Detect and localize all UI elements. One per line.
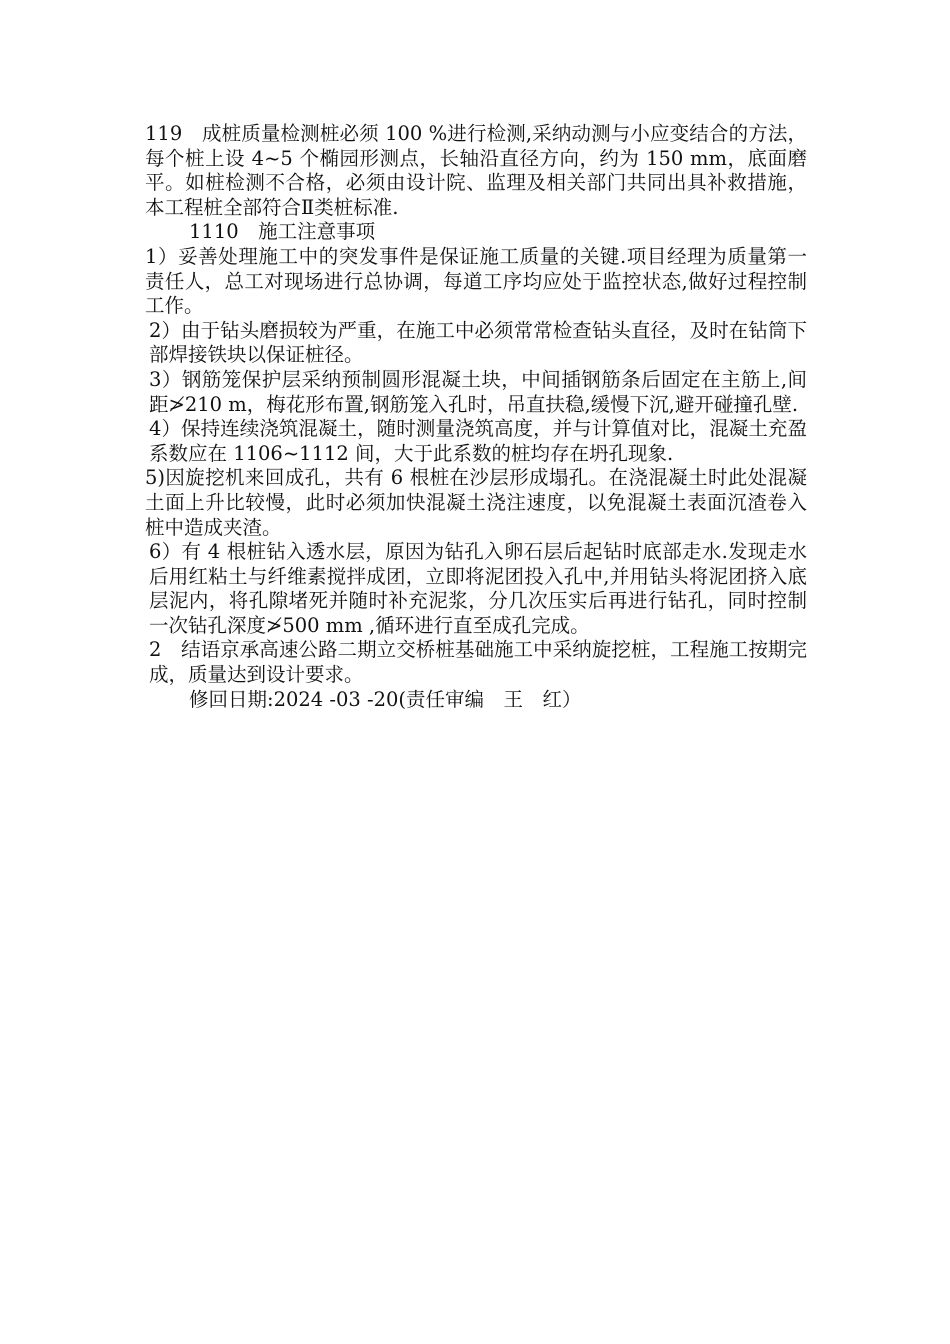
paragraph-note-1: 1）妥善处理施工中的突发事件是保证施工质量的关键.项目经理为质量第一责任人，总工对现场进行总协调，每道工序均应处于监控状态,做好过程控制工作。	[145, 244, 807, 318]
paragraph-note-5: 5)因旋挖机来回成孔，共有 6 根桩在沙层形成塌孔。在浇混凝土时此处混凝土面上升比较慢，此时必须加快混凝土浇注速度，以免混凝土表面沉渣卷入桩中造成夹渣。	[145, 466, 807, 539]
paragraph-conclusion: 2 结语京承高速公路二期立交桥桩基础施工中采纳旋挖桩，工程施工按期完成，质量达到设计要求。	[149, 638, 807, 687]
paragraph-note-3: 3）钢筋笼保护层采纳预制圆形混凝土块，中间插钢筋条后固定在主筋上,间距≯210 m，梅花形布置,钢筋笼入孔时，吊直扶稳,缓慢下沉,避开碰撞孔壁.	[149, 367, 807, 416]
section-heading-construction-notes: 1110 施工注意事项	[189, 220, 376, 244]
paragraph-quality-inspection: 119 成桩质量检测桩必须 100 %进行检测,采纳动测与小应变结合的方法，每个桩上设 4~5 个椭园形测点，长轴沿直径方向，约为 150 mm，底面磨平。如桩检测不合格，必须由设计院、监理及相关部门共同出具补救措施，本工程桩全部符合Ⅱ类桩标准.	[145, 122, 807, 219]
paragraph-note-4: 4）保持连续浇筑混凝土，随时测量浇筑高度，并与计算值对比，混凝土充盈系数应在 1106~1112 间，大于此系数的桩均存在坍孔现象.	[149, 417, 807, 465]
revision-date-line: 修回日期:2024 -03 -20(责任审编 王 红）	[189, 687, 582, 711]
document-body	[145, 122, 807, 712]
paragraph-note-2: 2）由于钻头磨损较为严重，在施工中必须常常检查钻头直径，及时在钻筒下部焊接铁块以保证桩径。	[149, 318, 807, 367]
paragraph-note-6: 6）有 4 根桩钻入透水层，原因为钻孔入卵石层后起钻时底部走水.发现走水后用红粘土与纤维素搅拌成团，立即将泥团投入孔中,并用钻头将泥团挤入底层泥内，将孔隙堵死并随时补充泥浆，分几次压实后再进行钻孔，同时控制一次钻孔深度≯500 mm ,循环进行直至成孔完成。	[149, 540, 807, 637]
